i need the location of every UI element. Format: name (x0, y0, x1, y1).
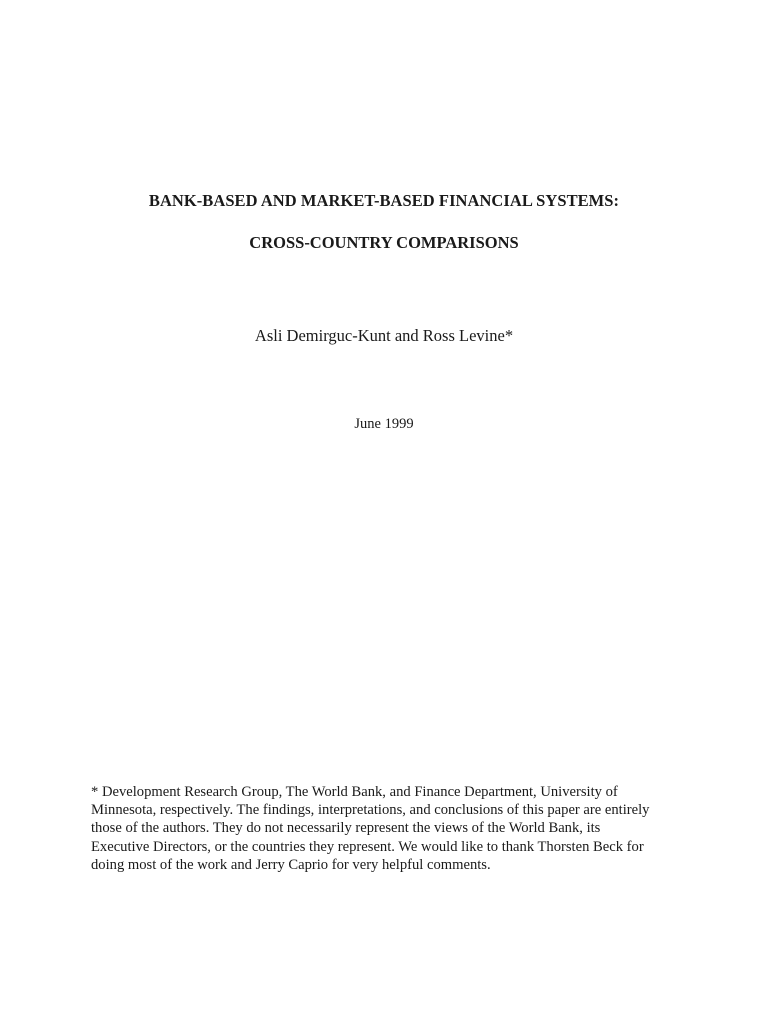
publication-date: June 1999 (354, 416, 414, 432)
author-list: Asli Demirguc-Kunt and Ross Levine* (254, 326, 514, 345)
footnote-line: Executive Directors, or the countries they represent. We would like to thank Thorsten Beck for (91, 838, 644, 855)
footnote-line: Minnesota, respectively. The findings, interpretations, and conclusions of this paper are entirely (91, 802, 650, 819)
footnote-line: those of the authors. They do not necessarily represent the views of the World Bank, its (91, 820, 601, 837)
footnote-line: doing most of the work and Jerry Caprio for very helpful comments. (91, 856, 491, 873)
footnote-line: * Development Research Group, The World Bank, and Finance Department, University of (91, 784, 618, 800)
author-footnote (91, 783, 691, 874)
paper-title: BANK-BASED AND MARKET-BASED FINANCIAL SYSTEMS: (148, 191, 620, 210)
paper-subtitle: CROSS-COUNTRY COMPARISONS (249, 233, 519, 252)
